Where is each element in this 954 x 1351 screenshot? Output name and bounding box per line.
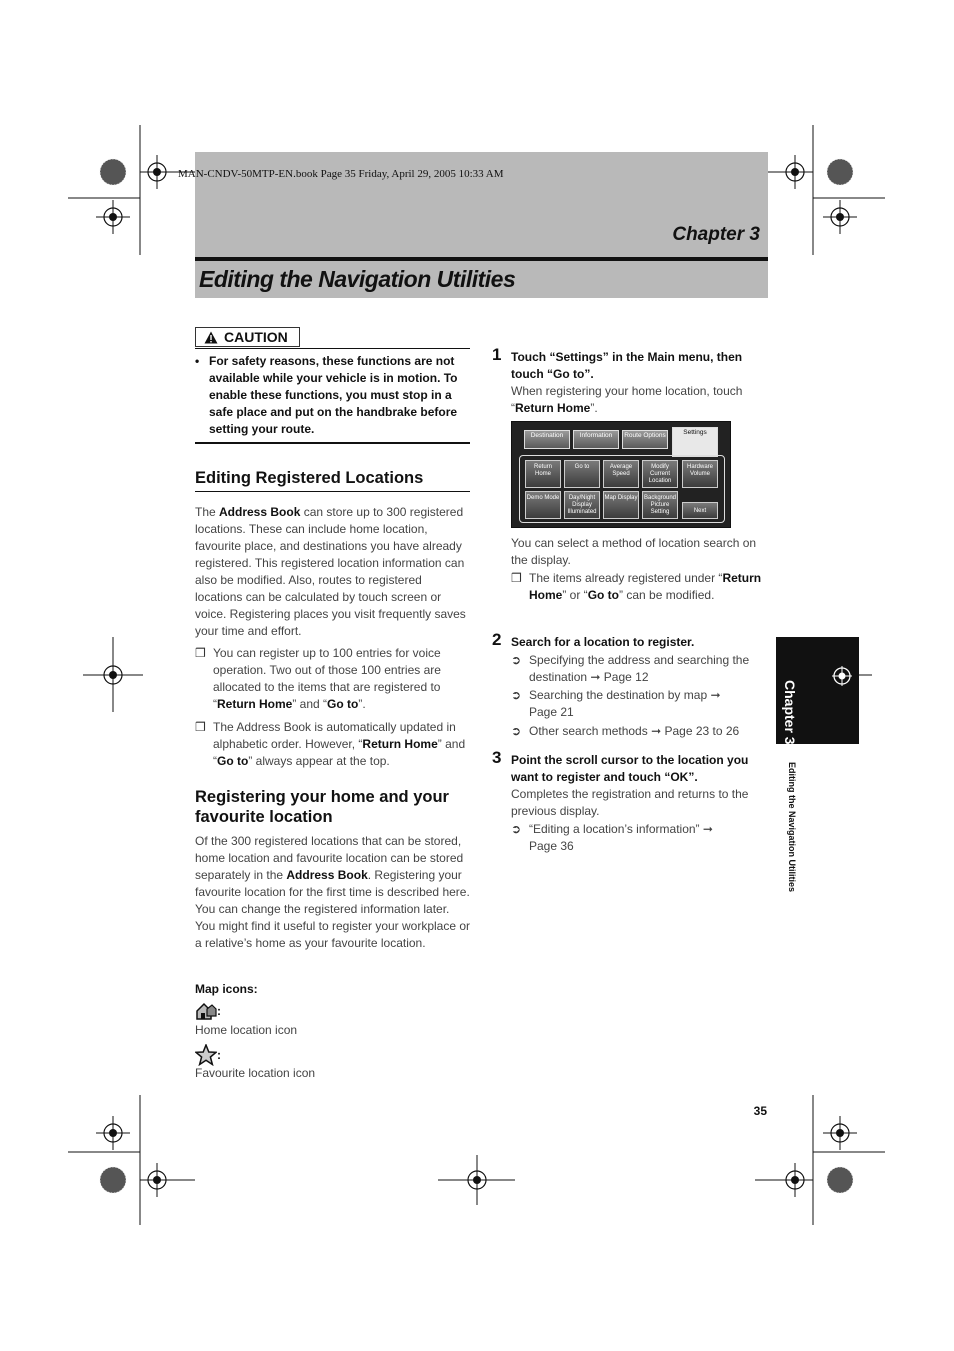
caution-badge <box>195 327 300 347</box>
caution-text: For safety reasons, these functions are not available while your vehicle is in motion. To enable these functions, you must stop in a safe place and put on the handbrake before setting your route. <box>209 354 458 436</box>
settings-menu-screenshot <box>511 421 731 528</box>
section-heading-rule <box>195 491 470 492</box>
home-location-icon <box>195 1002 217 1020</box>
step3-subtext: Completes the registration and returns to the previous display. <box>511 787 749 818</box>
checkbox-bullet-icon: ❒ <box>195 720 206 734</box>
section1-paragraph: The Address Book can store up to 300 registered locations. These can include home location, favourite place, and destinations you have already registered. This registered location information can also be modified. Also, routes to registered locations can be calculated by touch screen or voice. Registering places you visit frequently saves your time and effort. <box>195 505 466 638</box>
screen-btn-next: Next <box>682 502 718 519</box>
caution-bottom-rule <box>195 442 470 444</box>
favourite-star-icon <box>195 1044 217 1066</box>
colon: : <box>217 1048 221 1062</box>
chapter-label: Chapter 3 <box>672 224 760 245</box>
arrow-icon: ➞ <box>590 670 601 684</box>
book-info: MAN-CNDV-50MTP-EN.book Page 35 Friday, April 29, 2005 10:33 AM <box>178 168 504 180</box>
map-icons-label: Map icons: <box>195 982 258 996</box>
step-number: 3 <box>492 748 502 767</box>
screen-btn-go-to: Go to <box>564 460 600 488</box>
caution-top-rule <box>195 348 470 349</box>
tab-settings: Settings <box>672 427 718 457</box>
fav-icon-label: Favourite location icon <box>195 1066 316 1080</box>
checkbox-bullet-icon: ❒ <box>511 571 522 585</box>
note-address-book-order: ❒ The Address Book is automatically updated in alphabetic order. However, “Return Home” and “Go to” always appear at the top. <box>195 720 466 768</box>
step1-subtext: When registering your home location, touch “Return Home”. <box>511 384 743 415</box>
screen-panel <box>519 455 725 523</box>
step3-ref-edit: ➲ “Editing a location’s information” ➞ Page 36 <box>511 822 713 853</box>
section-heading-editing: Editing Registered Locations <box>195 469 424 487</box>
warning-triangle-icon <box>204 331 218 344</box>
reference-arrow-icon: ➲ <box>511 653 522 667</box>
step1-heading: Touch “Settings” in the Main menu, then touch “Go to”. <box>511 350 743 381</box>
tab-destination: Destination <box>524 430 570 449</box>
screen-btn-demo-mode: Demo Mode <box>525 491 561 519</box>
tab-information: Information <box>573 430 619 449</box>
colon: : <box>217 1004 221 1018</box>
reference-arrow-icon: ➲ <box>511 724 522 738</box>
reference-arrow-icon: ➲ <box>511 822 522 836</box>
step2-heading: Search for a location to register. <box>511 635 695 649</box>
registration-mark-icon <box>832 666 852 686</box>
screen-btn-day-night: Day/Night Display Illuminated <box>564 491 600 519</box>
reference-arrow-icon: ➲ <box>511 688 522 702</box>
page-title: Editing the Navigation Utilities <box>199 266 516 292</box>
screen-btn-background-picture: Background Picture Setting <box>642 491 678 519</box>
screen-btn-modify-location: Modify Current Location <box>642 460 678 488</box>
arrow-icon: ➞ <box>710 688 721 702</box>
step2-ref-address: ➲ Specifying the address and searching the destination ➞ Page 12 <box>511 653 750 684</box>
screen-btn-map-display: Map Display <box>603 491 639 519</box>
page-number: 35 <box>753 1104 767 1118</box>
caution-label: CAUTION <box>224 329 288 345</box>
step-number: 2 <box>492 630 502 649</box>
side-section-label: Editing the Navigation Utilities <box>787 761 797 892</box>
screen-btn-average-speed: Average Speed <box>603 460 639 488</box>
section2-paragraph: Of the 300 registered locations that can be stored, home location and favourite location can be stored separately in the Address Book. Registering your favourite location for the first time is described here. You can change the registered information later. You might find it useful to register your workplace or a relative’s home as your favourite location. <box>195 834 471 950</box>
screen-btn-hardware-volume: Hardware Volume <box>682 460 718 488</box>
caution-item <box>195 353 470 438</box>
screen-btn-return-home: Return Home <box>525 460 561 488</box>
step1-note: ❒ The items already registered under “Return Home” or “Go to” can be modified. <box>511 571 762 602</box>
bullet: • <box>195 354 200 368</box>
arrow-icon: ➞ <box>702 822 713 836</box>
side-chapter-label: Chapter 3 <box>782 680 798 745</box>
checkbox-bullet-icon: ❒ <box>195 646 206 660</box>
step3-heading: Point the scroll cursor to the location you want to register and touch “OK”. <box>511 753 749 784</box>
step-number: 1 <box>492 345 502 364</box>
tab-route-options: Route Options <box>622 430 668 449</box>
step2-ref-map: ➲ Searching the destination by map ➞ Page 21 <box>511 688 721 719</box>
step2-ref-other: ➲ Other search methods ➞ Page 23 to 26 <box>511 724 740 738</box>
home-icon-label: Home location icon <box>195 1023 298 1037</box>
step1-after-text: You can select a method of location search on the display. <box>511 536 757 567</box>
arrow-icon: ➞ <box>651 724 662 738</box>
section-heading-registering: Registering your home and your favourite location <box>195 788 449 826</box>
note-voice-entries: ❒ You can register up to 100 entries for voice operation. Two out of those 100 entries are allocated to the items that are registered to “Return Home” and “Go to”. <box>195 646 441 711</box>
